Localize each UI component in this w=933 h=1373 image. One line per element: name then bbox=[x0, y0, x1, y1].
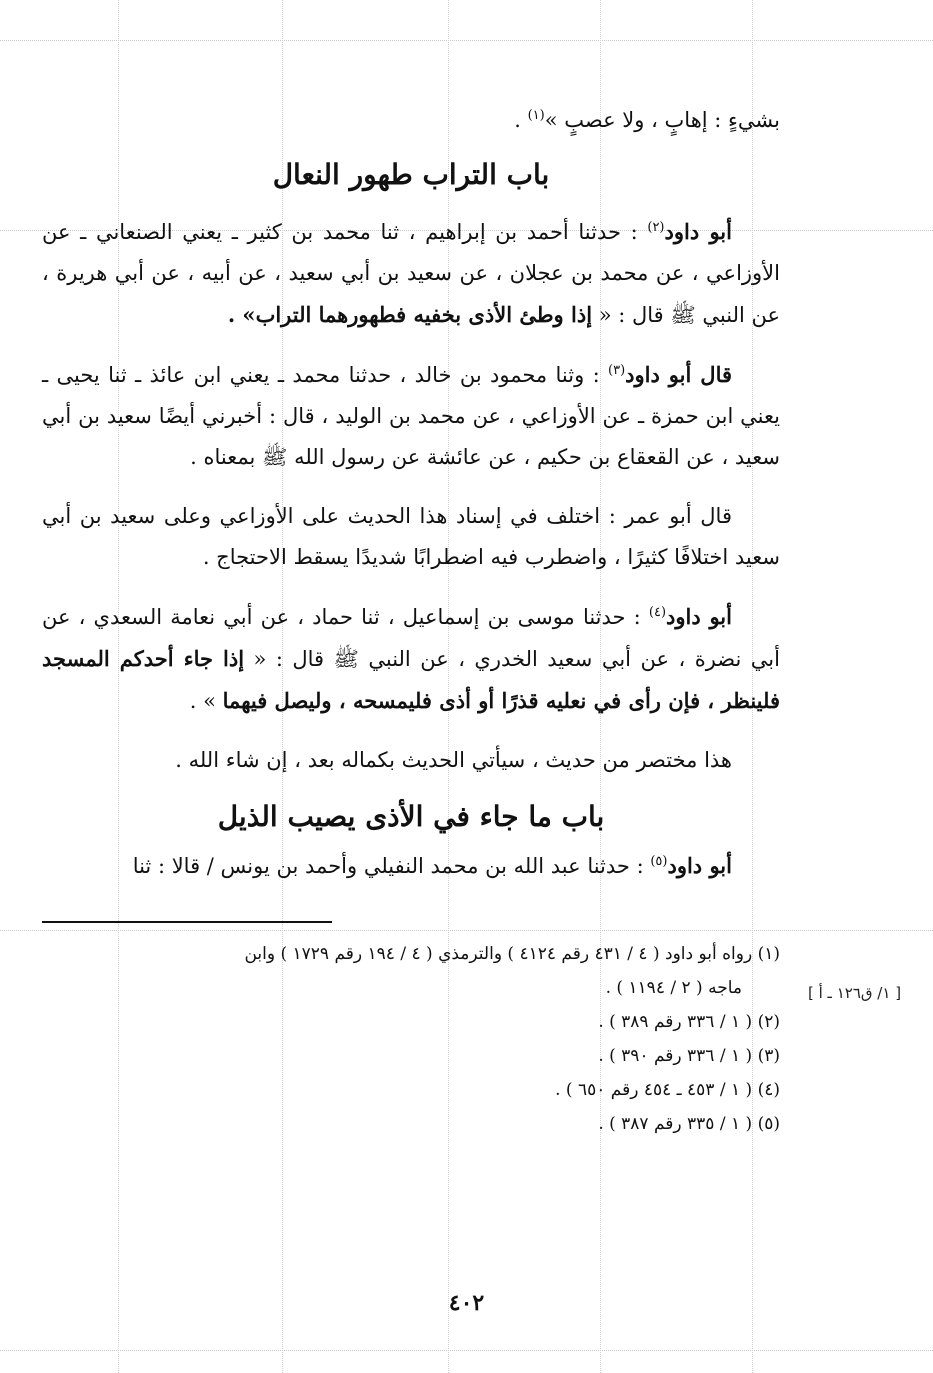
footnote-item: (٣) ( ١ / ٣٣٦ رقم ٣٩٠ ) . bbox=[598, 1046, 780, 1066]
isnad-text: : حدثنا موسى بن إسماعيل ، ثنا حماد ، عن أبي نعامة السعدي ، عن أبي نضرة ، عن أبي سعيد الخدري ، عن النبي ﷺ قال : « bbox=[42, 605, 780, 671]
matn-text: إذا وطئ الأذى بخفيه فطهورهما التراب bbox=[255, 302, 593, 327]
footnote-item: (٤) ( ١ / ٤٥٣ ـ ٤٥٤ رقم ٦٥٠ ) . bbox=[555, 1080, 780, 1100]
note-paragraph: هذا مختصر من حديث ، سيأتي الحديث بكماله بعد ، إن شاء الله . bbox=[175, 748, 732, 772]
footnote-divider bbox=[42, 921, 332, 923]
footnote-ref: (٢) bbox=[647, 220, 665, 235]
narrator-lead: أبو داود bbox=[667, 853, 732, 878]
matn-end: » . bbox=[227, 302, 256, 327]
isnad-text: : وثنا محمود بن خالد ، حدثنا محمد ـ يعني ابن عائذ ـ ثنا يحيى ـ يعني ابن حمزة ـ عن الأوزاعي ، عن محمد بن الوليد ، قال : أخبرني أيضًا سعيد بن أبي سعيد ، عن القعقاع بن حكيم ، عن عائشة عن رسول الله ﷺ بمعناه . bbox=[42, 363, 780, 469]
opening-line bbox=[42, 100, 780, 141]
footnote-item: (٢) ( ١ / ٣٣٦ رقم ٣٨٩ ) . bbox=[598, 1012, 780, 1032]
isnad-text: : حدثنا أحمد بن إبراهيم ، ثنا محمد بن كثير ـ يعني الصنعاني ـ عن الأوزاعي ، عن محمد بن عجلان ، عن سعيد بن أبي سعيد ، عن أبيه ، عن أبي هريرة ، عن النبي ﷺ قال : « bbox=[42, 220, 780, 327]
commentary-paragraph: قال أبو عمر : اختلف في إسناد هذا الحديث على الأوزاعي وعلى سعيد بن أبي سعيد اختلافًا كثيرًا ، واضطرب فيه اضطرابًا شديدًا يسقط الاحتجاج . bbox=[42, 504, 780, 569]
hadith-paragraph-1 bbox=[42, 211, 780, 336]
narrator-lead: أبو داود bbox=[666, 604, 732, 629]
page-body bbox=[42, 100, 780, 1141]
hadith-paragraph-3 bbox=[42, 596, 780, 722]
section-heading-1: باب التراب طهور النعال bbox=[272, 158, 550, 191]
matn-end: » . bbox=[189, 689, 223, 713]
narrator-lead: قال أبو داود bbox=[625, 362, 733, 387]
footnote-ref: (٤) bbox=[648, 605, 667, 620]
narrator-lead: أبو داود bbox=[664, 219, 732, 244]
matn-text: إذا جاء أحدكم المسجد فلينظر ، فإن رأى في نعليه قذرًا أو أذى فليمسحه ، وليصل فيهما bbox=[42, 646, 780, 713]
footnote-item: (١) رواه أبو داود ( ٤ / ٤٣١ رقم ٤١٢٤ ) والترمذي ( ٤ / ١٩٤ رقم ١٧٢٩ ) وابن bbox=[244, 944, 780, 964]
opening-text: بشيءٍ : إهابٍ ، ولا عصبٍ » bbox=[544, 108, 780, 132]
page-number: ٤٠٢ bbox=[448, 1290, 485, 1316]
footnote-ref: (٥) bbox=[650, 854, 668, 869]
footnote-ref: (١) bbox=[527, 108, 545, 123]
manuscript-folio-note: [ ١/ ق١٢٦ ـ أ ] bbox=[808, 984, 902, 1002]
opening-end: . bbox=[514, 108, 528, 132]
isnad-text: : حدثنا عبد الله بن محمد النفيلي وأحمد بن يونس / قالا : ثنا bbox=[132, 854, 651, 878]
section-heading-2: باب ما جاء في الأذى يصيب الذيل bbox=[217, 800, 605, 833]
hadith-paragraph-4 bbox=[42, 845, 780, 887]
footnote-ref: (٣) bbox=[608, 363, 626, 378]
footnote-item: (٥) ( ١ / ٣٣٥ رقم ٣٨٧ ) . bbox=[598, 1114, 780, 1134]
footnote-item: ماجه ( ٢ / ١١٩٤ ) . bbox=[605, 978, 742, 998]
footnotes bbox=[42, 937, 780, 1141]
hadith-paragraph-2 bbox=[42, 354, 780, 478]
